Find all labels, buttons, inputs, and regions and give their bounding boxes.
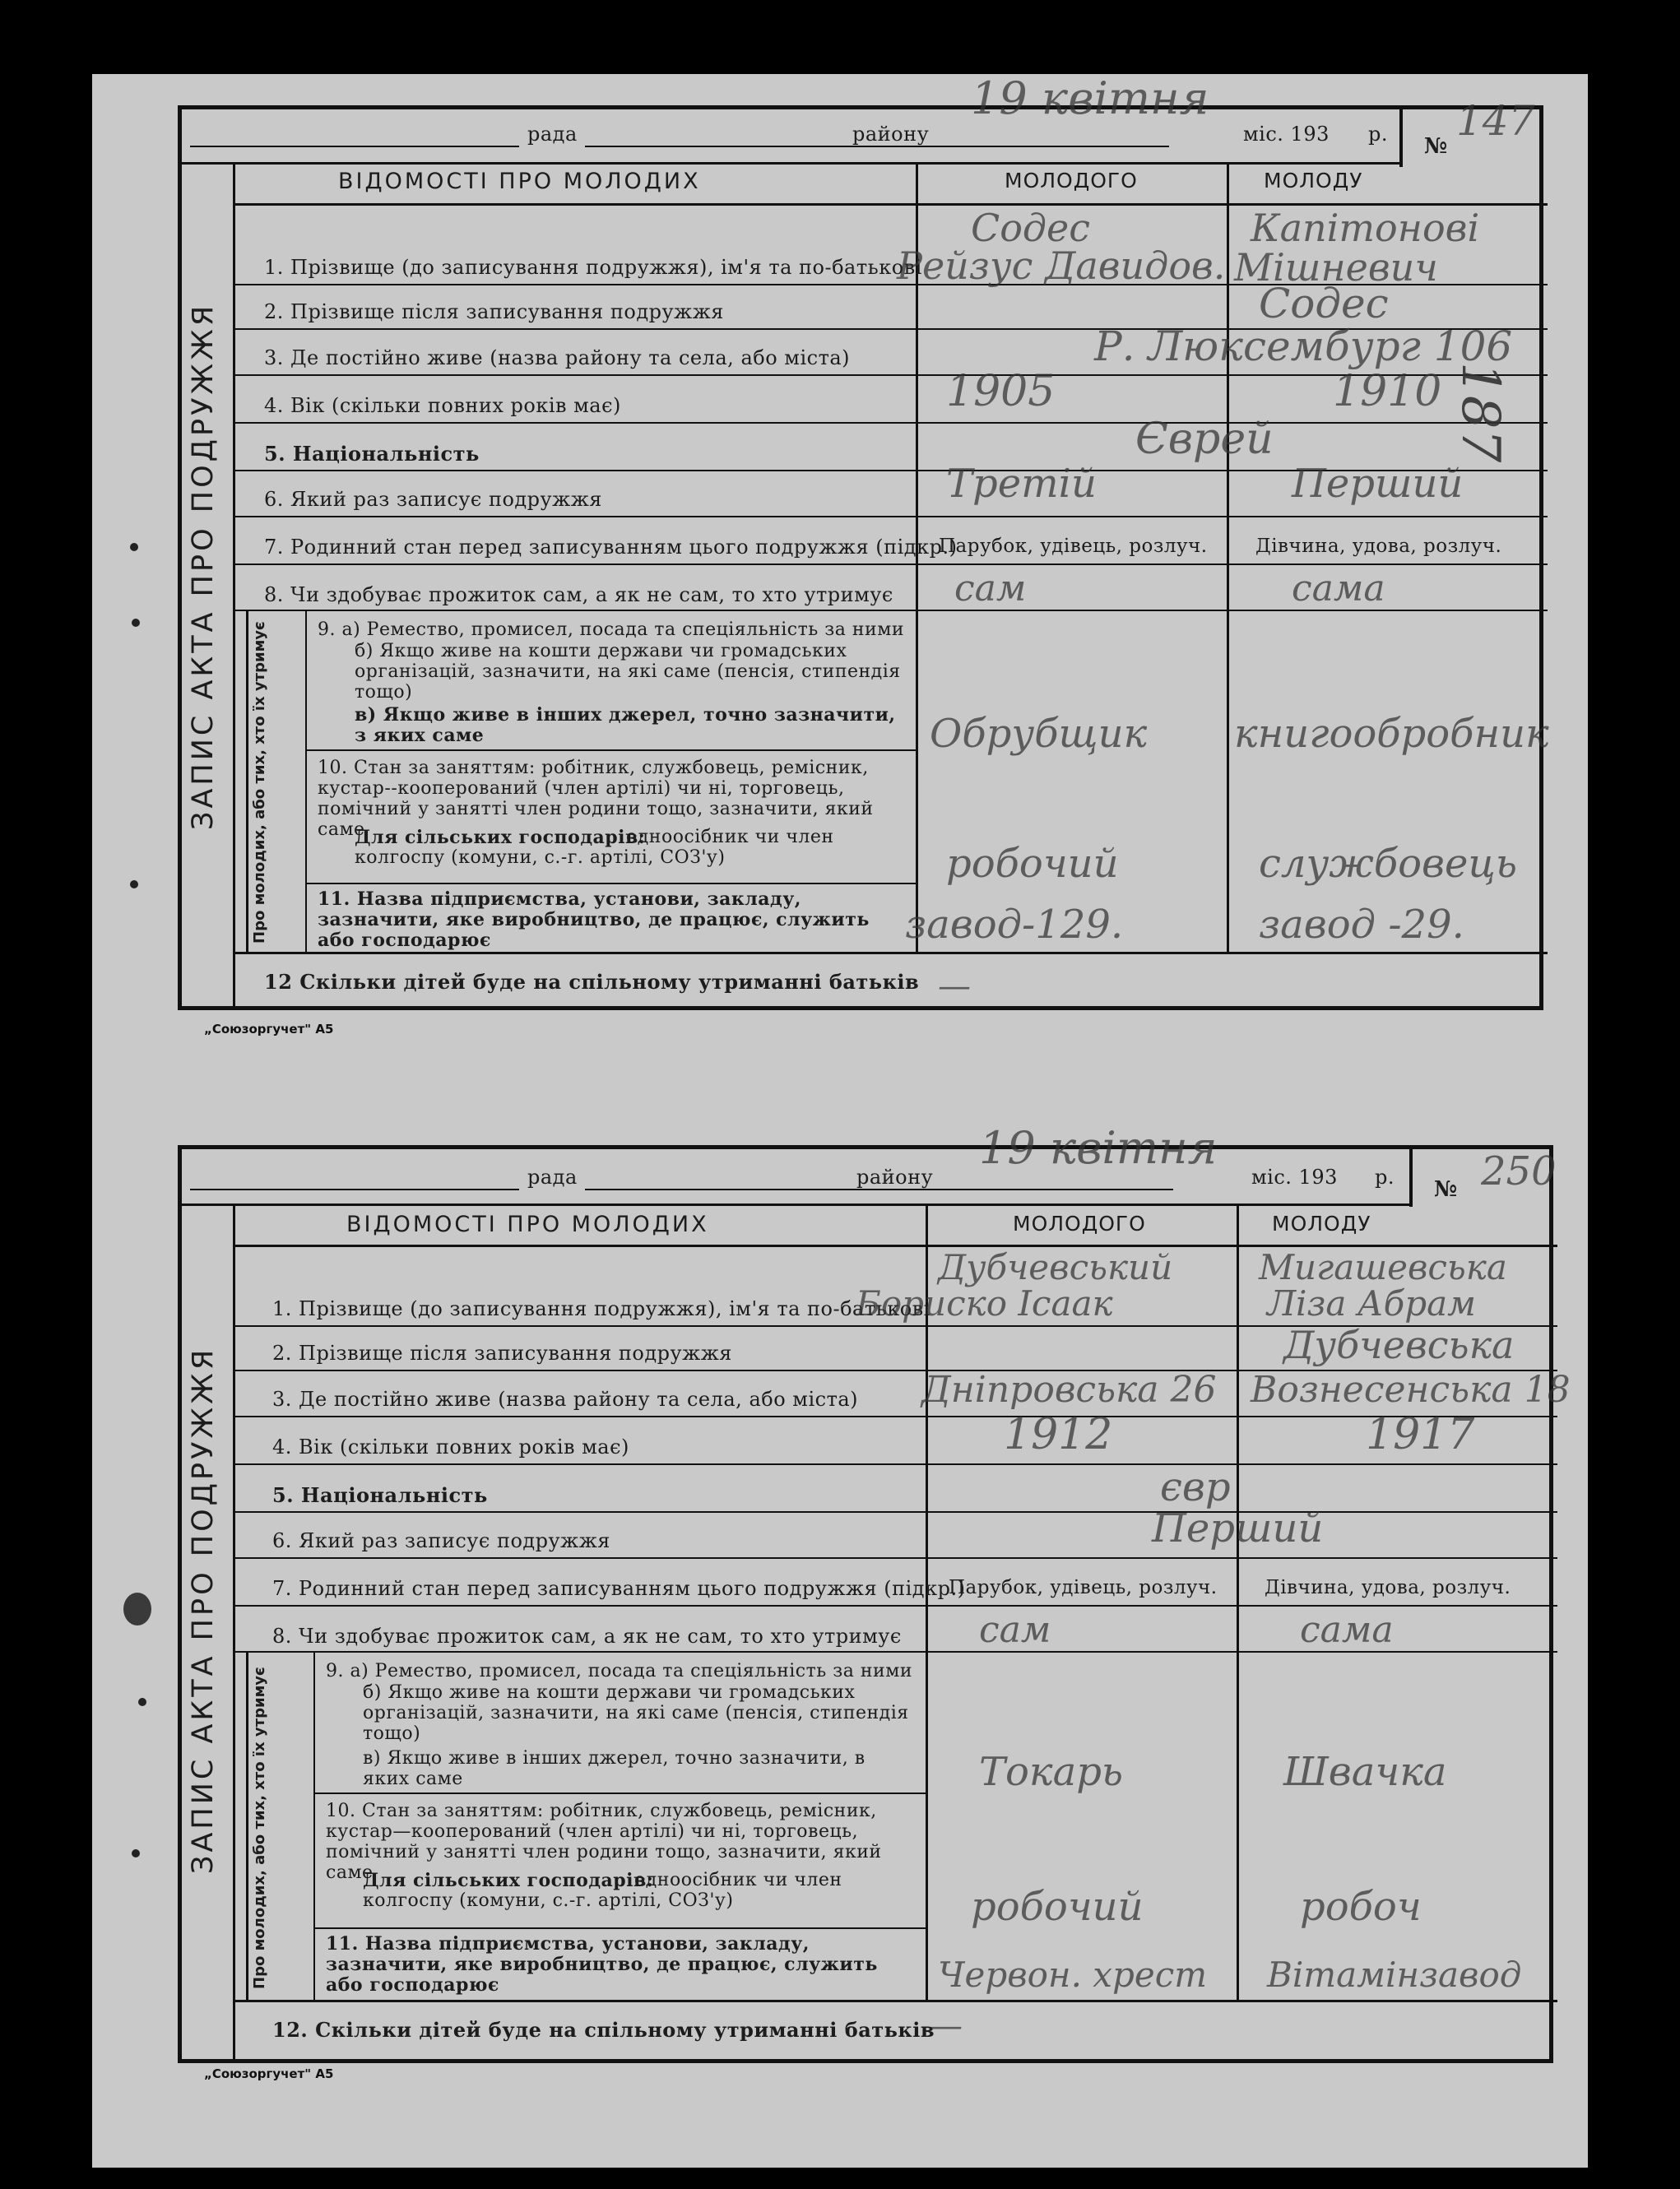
hw-groom-workplace-2: Червон. хрест bbox=[938, 1955, 1208, 1995]
row-6-label: 6. Який раз записує подружжя bbox=[264, 488, 602, 511]
hw-bride-address-2: Вознесенська 18 bbox=[1251, 1369, 1571, 1411]
row-9c-label: в) Якщо живе в інших джерел, точно зазначити, з яких саме bbox=[355, 704, 896, 746]
hw-nationality: Єврей bbox=[1135, 415, 1274, 464]
row-5-label: 5. Національність bbox=[264, 442, 480, 466]
hw-children-2: — bbox=[930, 2007, 963, 2045]
hw-bride-support-2: сама bbox=[1300, 1609, 1394, 1651]
row-3-label: 3. Де постійно живе (назва району та села, або міста) bbox=[272, 1388, 859, 1411]
record-number-label: № bbox=[1424, 134, 1448, 159]
rada-label: рада bbox=[527, 1166, 578, 1189]
hw-date: 19 квітня bbox=[971, 72, 1209, 124]
row-9b-label: б) Якщо живе на кошти держави чи громадських організацій, зазначити, на які саме (пенсія, стипендія тощо) bbox=[355, 641, 901, 703]
hw-bride-workplace: завод -29. bbox=[1259, 902, 1464, 948]
rada-label: рада bbox=[527, 123, 578, 146]
hw-groom-support-2: сам bbox=[979, 1609, 1051, 1651]
year-suffix: р. bbox=[1375, 1166, 1395, 1189]
row-12-label: 12. Скільки дітей буде на спільному утриманні батьків bbox=[272, 2018, 935, 2042]
hw-groom-birth-year: 1905 bbox=[946, 367, 1056, 416]
hw-groom-name: Рейзус Давидов. bbox=[897, 243, 1226, 288]
punch-hole-mark bbox=[130, 543, 138, 551]
row-10-farmers-text: одноосібник чи член колгоспу (комуни, с.-г. артілі, СОЗ'у) bbox=[355, 827, 834, 868]
record-number-label: № bbox=[1434, 1177, 1458, 1202]
hw-address: Р. Люксембург 106 bbox=[1094, 322, 1513, 370]
hw-surname-after: Содес bbox=[1259, 280, 1389, 327]
hw-children: — bbox=[938, 967, 971, 1005]
row-9a-label: 9. а) Ремество, промисел, посада та спеціяльність за ними bbox=[318, 619, 904, 640]
hw-bride-name-2: Ліза Абрам bbox=[1267, 1283, 1476, 1324]
row-8-label: 8. Чи здобуває прожиток сам, а як не сам, то хто утримує bbox=[272, 1625, 902, 1648]
section-title: ВІДОМОСТІ ПРО МОЛОДИХ bbox=[338, 169, 701, 194]
groom-status-options: Парубок, удівець, розлуч. bbox=[949, 1577, 1218, 1598]
hw-marriage-count-2: Перший bbox=[1152, 1505, 1324, 1551]
row-10-label: 10. Стан за заняттям: робітник, службовець, ремісник, кустар--кооперований (член артілі) чи ні, торговець, помічний у занятті член родини тощо, зазначити, який саме bbox=[318, 758, 874, 840]
form-2-footer: „Союзоргучет" А5 bbox=[204, 2066, 334, 2081]
hw-margin-number: 187 bbox=[1450, 362, 1511, 463]
hw-groom-surname: Содес bbox=[971, 206, 1091, 250]
row-8-label: 8. Чи здобуває прожиток сам, а як не сам, то хто утримує bbox=[264, 583, 893, 606]
row-1-label: 1. Прізвище (до записування подружжя), ім'я та по-батькові bbox=[264, 256, 922, 279]
hw-bride-surname-2: Мигашевська bbox=[1259, 1247, 1507, 1287]
row-2-label: 2. Прізвище після записування подружжя bbox=[272, 1342, 732, 1365]
hw-groom-support: сам bbox=[954, 568, 1027, 610]
side-subtitle: Про молодих, або тих, хто їх утримує bbox=[251, 621, 268, 944]
hw-bride-birth-year: 1910 bbox=[1333, 367, 1442, 416]
row-4-label: 4. Вік (скільки повних років має) bbox=[264, 394, 621, 417]
row-6-label: 6. Який раз записує подружжя bbox=[272, 1529, 610, 1552]
row-10-farmers-label: Для сільських господарів: bbox=[363, 1870, 654, 1891]
bride-status-options: Дівчина, удова, розлуч. bbox=[1255, 536, 1502, 557]
row-9a-label: 9. а) Ремество, промисел, посада та спеціяльність за ними bbox=[326, 1661, 912, 1681]
row-5-label: 5. Національність bbox=[272, 1483, 488, 1507]
hw-surname-after-2: Дубчевська bbox=[1283, 1323, 1515, 1367]
hw-bride-support: сама bbox=[1292, 568, 1385, 610]
side-title: ЗАПИС АКТА ПРО ПОДРУЖЖЯ bbox=[187, 302, 220, 830]
row-10-label: 10. Стан за заняттям: робітник, службовець, ремісник, кустар—кооперований (член артілі) чи ні, торговець, помічний у занятті член родини тощо, зазначити, який саме bbox=[326, 1801, 882, 1883]
row-10-farmers-label: Для сільських господарів: bbox=[355, 827, 646, 848]
year-suffix: р. bbox=[1368, 123, 1388, 146]
row-4-label: 4. Вік (скільки повних років має) bbox=[272, 1435, 629, 1459]
hw-bride-status: службовець bbox=[1259, 841, 1518, 887]
hw-record-number-2: 250 bbox=[1481, 1148, 1557, 1194]
hw-groom-surname-2: Дубчевський bbox=[938, 1247, 1173, 1287]
side-title: ЗАПИС АКТА ПРО ПОДРУЖЖЯ bbox=[187, 1346, 220, 1874]
row-11-label: 11. Назва підприємства, установи, закладу, зазначити, яке виробництво, де працює, служить або господарює bbox=[318, 888, 870, 951]
row-12-label: 12 Скільки дітей буде на спільному утриманні батьків bbox=[264, 970, 920, 994]
row-11-label: 11. Назва підприємства, установи, закладу, зазначити, яке виробництво, де працює, служить або господарює bbox=[326, 1933, 878, 1996]
hw-bride-trade: книгообробник bbox=[1234, 711, 1549, 757]
side-subtitle: Про молодих, або тих, хто їх утримує bbox=[251, 1667, 268, 1989]
row-7-label: 7. Родинний стан перед записуванням цього подружжя (підкр.) bbox=[272, 1577, 966, 1600]
punch-hole-mark bbox=[123, 1593, 151, 1626]
hw-groom-status-2: робочий bbox=[971, 1884, 1144, 1930]
hw-record-number: 147 bbox=[1456, 97, 1535, 145]
groom-header: МОЛОДОГО bbox=[1013, 1212, 1146, 1236]
raion-label: району bbox=[852, 123, 930, 146]
punch-hole-mark bbox=[130, 880, 138, 888]
hw-bride-surname: Капітонові bbox=[1251, 206, 1480, 250]
punch-hole-mark bbox=[132, 619, 140, 627]
hw-groom-address-2: Дніпровська 26 bbox=[921, 1369, 1217, 1411]
raion-label: району bbox=[856, 1166, 934, 1189]
hw-groom-status: робочий bbox=[946, 841, 1119, 887]
punch-hole-mark bbox=[132, 1849, 140, 1857]
groom-status-options: Парубок, удівець, розлуч. bbox=[939, 536, 1208, 557]
bride-status-options: Дівчина, удова, розлуч. bbox=[1265, 1577, 1511, 1598]
hw-groom-birth-year-2: 1912 bbox=[1004, 1410, 1113, 1459]
form-1-footer: „Союзоргучет" А5 bbox=[204, 1022, 334, 1037]
row-9c-label: в) Якщо живе в інших джерел, точно зазначити, в яких саме bbox=[363, 1748, 866, 1789]
row-2-label: 2. Прізвище після записування подружжя bbox=[264, 300, 724, 323]
bride-header: МОЛОДУ bbox=[1264, 169, 1363, 192]
hw-groom-workplace: завод-129. bbox=[905, 902, 1124, 948]
row-10-farmers-text: одноосібник чи член колгоспу (комуни, с.-г. артілі, СОЗ'у) bbox=[363, 1870, 842, 1911]
hw-bride-marriage-count: Перший bbox=[1292, 461, 1464, 507]
hw-groom-marriage-count: Третій bbox=[946, 461, 1097, 507]
section-title: ВІДОМОСТІ ПРО МОЛОДИХ bbox=[346, 1212, 709, 1237]
row-1-label: 1. Прізвище (до записування подружжя), ім'я та по-батькові bbox=[272, 1297, 930, 1320]
hw-bride-workplace-2: Вітамінзавод bbox=[1267, 1955, 1522, 1995]
hw-groom-name-2: Бориско Ісаак bbox=[856, 1283, 1113, 1324]
bride-header: МОЛОДУ bbox=[1272, 1212, 1371, 1236]
month-year-label: міс. 193 bbox=[1251, 1166, 1338, 1189]
hw-groom-trade: Обрубщик bbox=[930, 711, 1148, 757]
groom-header: МОЛОДОГО bbox=[1005, 169, 1138, 192]
hw-bride-birth-year-2: 1917 bbox=[1366, 1410, 1475, 1459]
hw-date-2: 19 квітня bbox=[979, 1122, 1218, 1174]
row-7-label: 7. Родинний стан перед записуванням цього подружжя (підкр.) bbox=[264, 536, 958, 559]
hw-bride-status-2: робоч bbox=[1300, 1884, 1422, 1930]
row-3-label: 3. Де постійно живе (назва району та села, або міста) bbox=[264, 346, 851, 369]
hw-bride-name: Мішневич bbox=[1234, 245, 1438, 290]
hw-bride-trade-2: Швачка bbox=[1283, 1749, 1447, 1795]
month-year-label: міс. 193 bbox=[1243, 123, 1330, 146]
hw-groom-trade-2: Токарь bbox=[979, 1749, 1124, 1795]
row-9b-label: б) Якщо живе на кошти держави чи громадських організацій, зазначити, на які саме (пенсія, стипендія тощо) bbox=[363, 1682, 909, 1744]
punch-hole-mark bbox=[138, 1698, 146, 1706]
hw-nationality-2: євр bbox=[1160, 1464, 1231, 1510]
